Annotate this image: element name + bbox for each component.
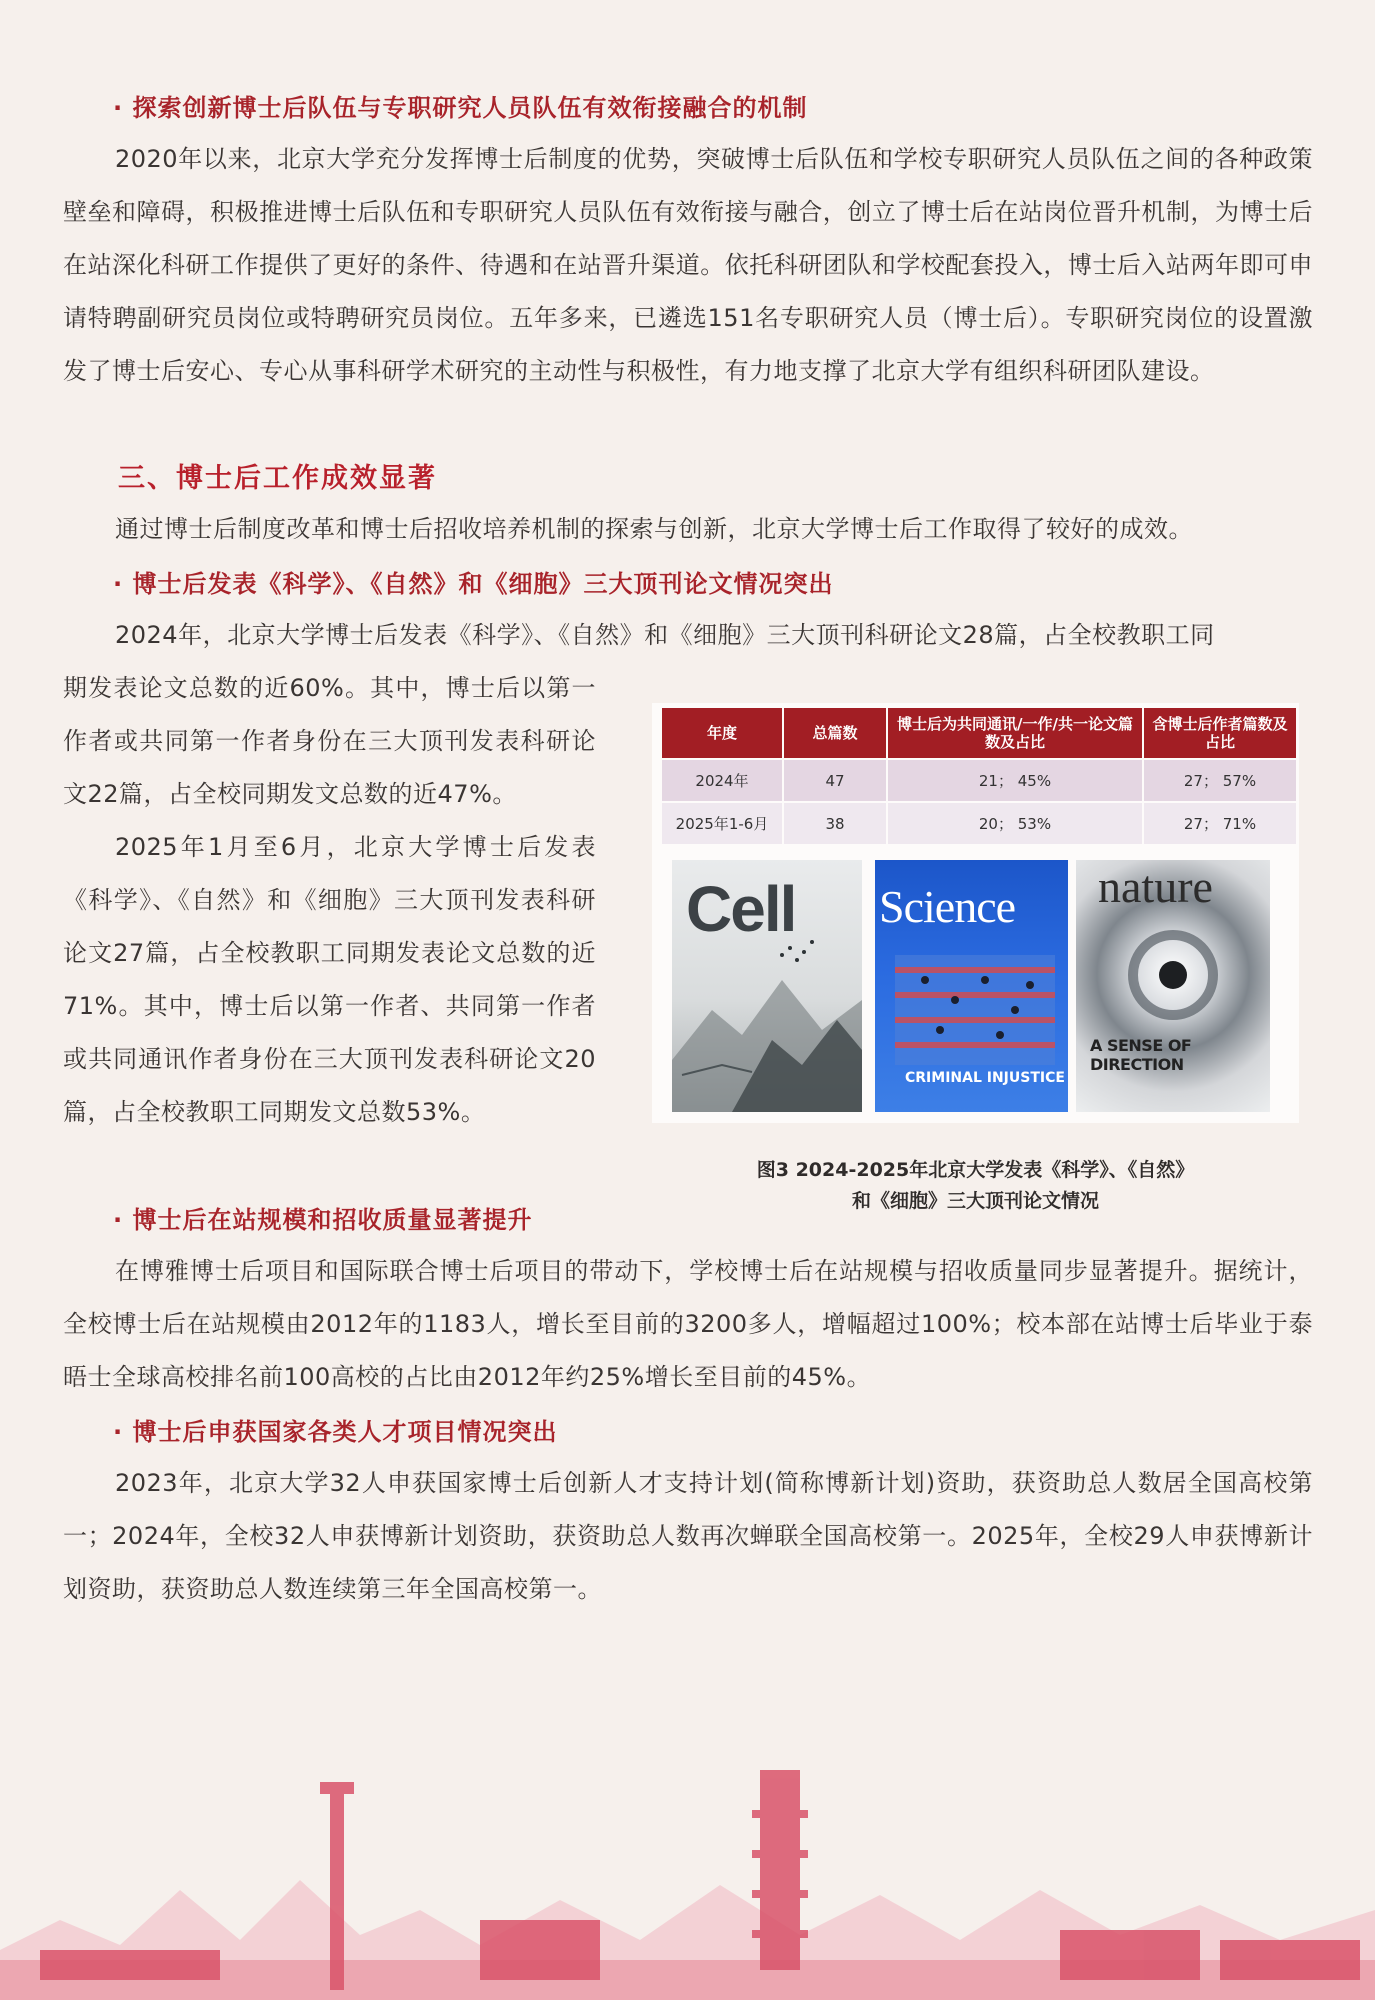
table-row [662, 802, 1297, 844]
nature-logo: nature [1098, 861, 1213, 912]
science-cover-image [875, 860, 1068, 1112]
paragraph-2025: 2025年1月至6月，北京大学博士后发表《科学》、《自然》和《细胞》三大顶刊发表科研论文27篇，占全校教职工同期发表论文总数的近71%。其中，博士后以第一作者、共同第一作者或共同通讯作者身份在三大顶刊发表科研论文20篇，占全校教职工同期发文总数53%。 [63, 833, 596, 1126]
table-header: 总篇数 [783, 708, 887, 759]
heading-scale: · 博士后在站规模和招收质量显著提升 [113, 1206, 533, 1234]
paragraph-talent: 2023年，北京大学32人申获国家博士后创新人才支持计划(简称博新计划)资助，获资助总人数居全国高校第一；2024年，全校32人申获博新计划资助，获资助总人数再次蝉联全国高校第一。2025年，全校29人申获博新计划资助，获资助总人数连续第三年全国高校第一。 [63, 1469, 1313, 1603]
heading-talent: · 博士后申获国家各类人才项目情况突出 [113, 1418, 558, 1446]
campus-skyline-illustration [0, 1770, 1375, 2000]
nature-cover-tagline: A SENSE OF DIRECTION [1090, 1036, 1192, 1074]
table-cell: 21； 45% [887, 759, 1143, 802]
table-cell: 47 [783, 759, 887, 802]
publication-table [662, 708, 1298, 844]
table-cell: 2025年1-6月 [662, 802, 783, 844]
section-heading-3: 三、博士后工作成效显著 [118, 463, 437, 494]
figure-3 [652, 703, 1299, 1123]
paragraph-scale: 在博雅博士后项目和国际联合博士后项目的带动下，学校博士后在站规模与招收质量同步显著提升。据统计，全校博士后在站规模由2012年的1183人，增长至目前的3200多人，增幅超过100%；校本部在站博士后毕业于泰晤士全球高校排名前100高校的占比由2012年约25%增长至目前的45%。 [63, 1257, 1313, 1391]
table-header-row [662, 708, 1297, 759]
table-cell: 27； 57% [1143, 759, 1297, 802]
heading-journals: · 博士后发表《科学》、《自然》和《细胞》三大顶刊论文情况突出 [113, 570, 834, 598]
science-logo: Science [879, 881, 1016, 932]
paragraph-mechanism: 2020年以来，北京大学充分发挥博士后制度的优势，突破博士后队伍和学校专职研究人员队伍之间的各种政策壁垒和障碍，积极推进博士后队伍和专职研究人员队伍有效衔接与融合，创立了博士后在站岗位晋升机制，为博士后在站深化科研工作提供了更好的条件、待遇和在站晋升渠道。依托科研团队和学校配套投入，博士后入站两年即可申请特聘副研究员岗位或特聘研究员岗位。五年多来，已遴选151名专职研究人员（博士后）。专职研究岗位的设置激发了博士后安心、专心从事科研学术研究的主动性与积极性，有力地支撑了北京大学有组织科研团队建设。 [63, 145, 1313, 385]
nature-cover-image [1076, 860, 1270, 1112]
table-header: 含博士后作者篇数及占比 [1143, 708, 1297, 759]
figure-caption [652, 1155, 1299, 1217]
science-cover-tagline: CRIMINAL INJUSTICE [905, 1070, 1065, 1086]
table-header: 博士后为共同通讯/一作/共一论文篇数及占比 [887, 708, 1143, 759]
table-row [662, 759, 1297, 802]
heading-mechanism: · 探索创新博士后队伍与专职研究人员队伍有效衔接融合的机制 [113, 94, 808, 122]
table-cell: 2024年 [662, 759, 783, 802]
paragraph-section3: 通过博士后制度改革和博士后招收培养机制的探索与创新，北京大学博士后工作取得了较好的成效。 [115, 515, 1193, 543]
eye-illustration-icon [1076, 860, 1270, 1112]
table-header: 年度 [662, 708, 783, 759]
table-cell: 38 [783, 802, 887, 844]
table-cell: 20； 53% [887, 802, 1143, 844]
figure-caption-line2: 和《细胞》三大顶刊论文情况 [851, 1190, 1099, 1212]
cell-logo: Cell [686, 873, 796, 945]
mountain-landscape-icon [672, 860, 862, 1112]
cell-cover-image [672, 860, 862, 1112]
paragraph-2024-rest: 期发表论文总数的近60%。其中，博士后以第一作者或共同第一作者身份在三大顶刊发表科研论文22篇，占全校同期发文总数的近47%。 [63, 674, 596, 808]
table-cell: 27； 71% [1143, 802, 1297, 844]
figure-caption-line1: 图3 2024-2025年北京大学发表《科学》、《自然》 [756, 1159, 1195, 1181]
paragraph-2024-first-line: 2024年，北京大学博士后发表《科学》、《自然》和《细胞》三大顶刊科研论文28篇，占全校教职工同 [115, 621, 1215, 649]
